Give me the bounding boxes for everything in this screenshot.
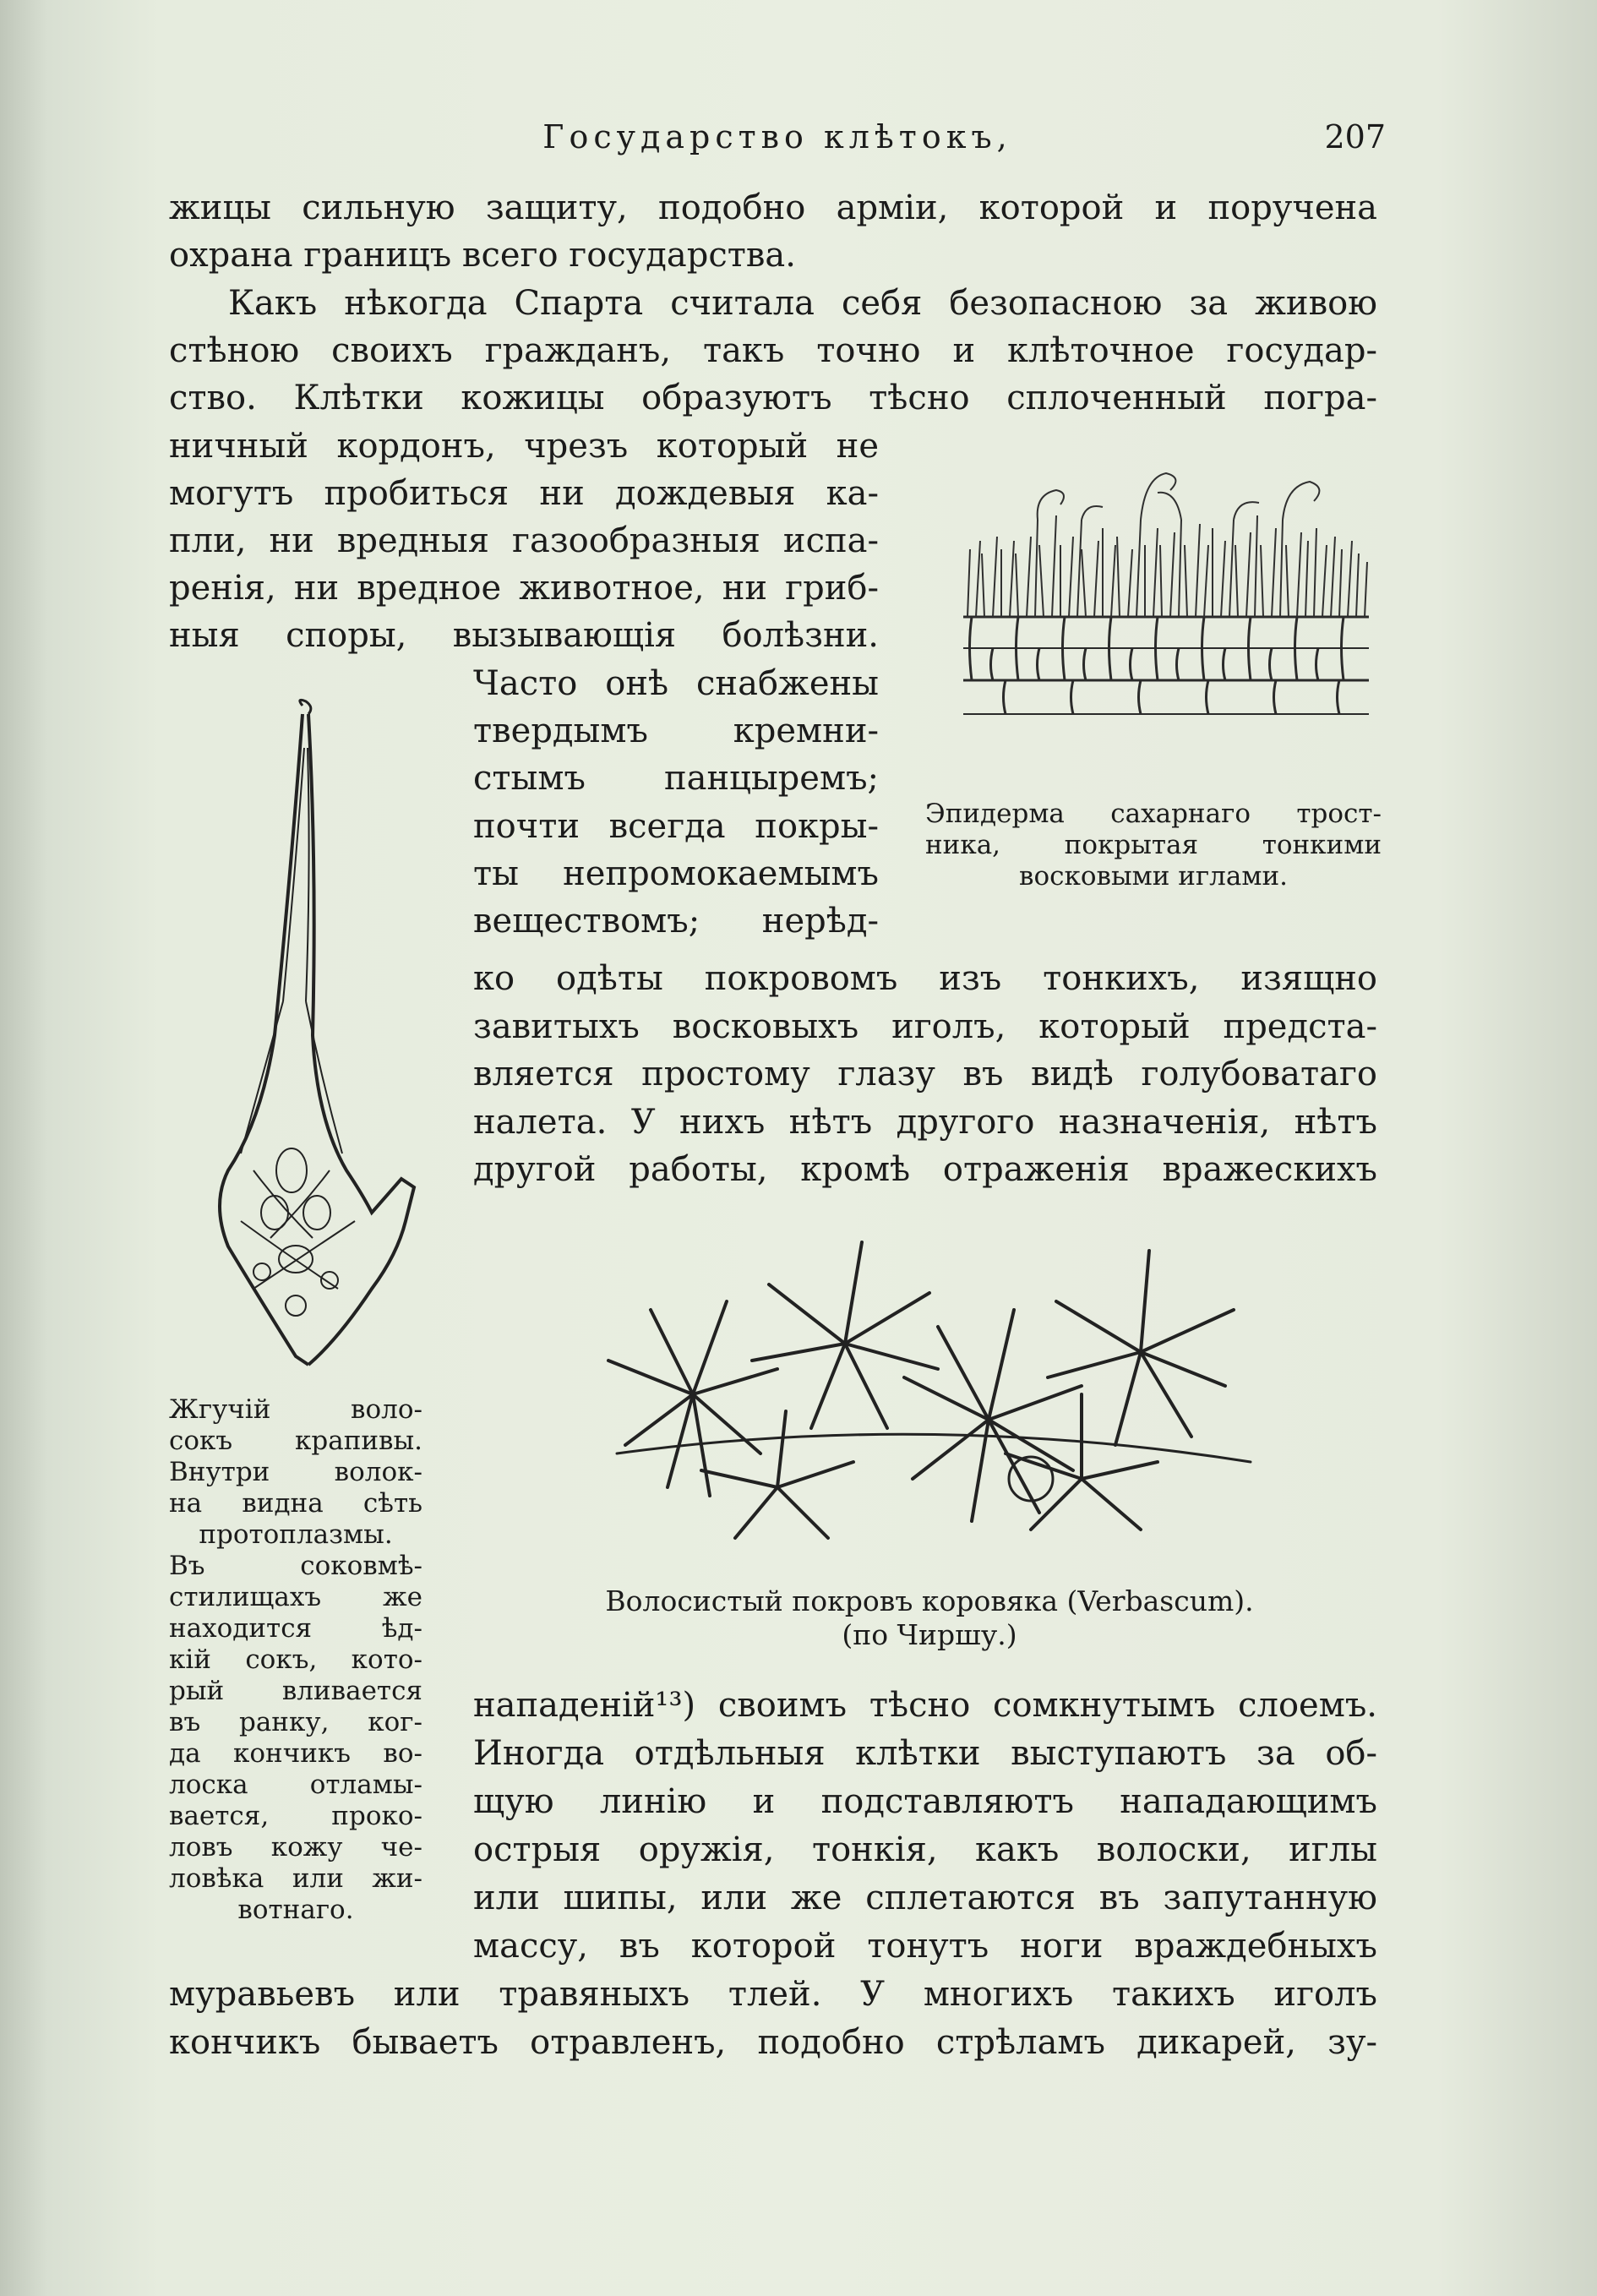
text-line: ныя споры, вызывающія болѣзни. xyxy=(169,616,879,655)
text-line: пли, ни вредныя газообразныя испа- xyxy=(169,521,879,560)
text-line: муравьевъ или травяныхъ тлей. У многихъ такихъ иголъ xyxy=(169,1975,1377,2014)
text-line: налета. У нихъ нѣтъ другого назначенія, нѣтъ xyxy=(473,1103,1377,1142)
text-line: нападеній¹³) своимъ тѣсно сомкнутымъ слоемъ. xyxy=(473,1686,1377,1725)
page-number: 207 xyxy=(1324,118,1386,155)
text-line: ты непромокаемымъ xyxy=(473,854,879,893)
text-line: стымъ панцыремъ; xyxy=(473,759,879,798)
caption-line: рый вливается xyxy=(169,1676,422,1706)
nettle-hair-illustration xyxy=(203,697,422,1373)
text-line: твердымъ кремни- xyxy=(473,712,879,750)
text-line: Иногда отдѣльныя клѣтки выступаютъ за об- xyxy=(473,1734,1377,1773)
caption-line: протоплазмы. xyxy=(199,1519,393,1550)
text-line: могутъ пробиться ни дождевыя ка- xyxy=(169,474,879,513)
text-line: другой работы, кромѣ отраженія вражескихъ xyxy=(473,1150,1377,1189)
caption-line: ловѣка или жи- xyxy=(169,1863,422,1894)
caption-line: кій сокъ, кото- xyxy=(169,1644,422,1675)
caption-line: сокъ крапивы. xyxy=(169,1426,422,1456)
caption-line: да кончикъ во- xyxy=(169,1738,422,1769)
text-line: ко одѣты покровомъ изъ тонкихъ, изящно xyxy=(473,959,1377,998)
text-line: ничный кордонъ, чрезъ который не xyxy=(169,427,879,466)
text-line: острыя оружія, тонкія, какъ волоски, иглы xyxy=(473,1830,1377,1869)
text-line: кончикъ бываетъ отравленъ, подобно стрѣламъ дикарей, зу- xyxy=(169,2023,1377,2062)
caption-line: ника, покрытая тонкими xyxy=(925,830,1382,860)
caption-line: Эпидерма сахарнаго трост- xyxy=(925,799,1382,829)
text-line: ренія, ни вредное животное, ни гриб- xyxy=(169,569,879,608)
caption-line: лоска отламы- xyxy=(169,1770,422,1800)
running-title: Государство клѣтокъ, xyxy=(542,118,1012,155)
text-line: или шипы, или же сплетаются въ запутанную xyxy=(473,1879,1377,1917)
caption-line: въ ранку, ког- xyxy=(169,1707,422,1737)
text-line: почти всегда покры- xyxy=(473,807,879,846)
text-line: стѣною своихъ гражданъ, такъ точно и клѣточное государ- xyxy=(169,331,1377,370)
caption-line: восковыми иглами. xyxy=(1019,861,1288,892)
caption-line: на видна сѣть xyxy=(169,1488,422,1519)
text-line: массу, въ которой тонутъ ноги враждебныхъ xyxy=(473,1927,1377,1966)
text-line: Какъ нѣкогда Спарта считала себя безопасною за живою xyxy=(228,284,1377,323)
text-line: веществомъ; нерѣд- xyxy=(473,902,879,941)
nettle-caption xyxy=(169,1394,422,1926)
text-line: Часто онѣ снабжены xyxy=(473,664,879,703)
sugarcane-epidermis-illustration xyxy=(955,469,1377,773)
caption-line: ловъ кожу че- xyxy=(169,1832,422,1862)
caption-line: (по Чиршу.) xyxy=(842,1618,1017,1651)
text-line: охрана границъ всего государства. xyxy=(169,236,796,275)
text-line: ство. Клѣтки кожицы образуютъ тѣсно сплоченный погра- xyxy=(169,379,1377,417)
caption-line: Внутри волок- xyxy=(169,1457,422,1487)
caption-line: находится ѣд- xyxy=(169,1613,422,1644)
caption-line: Волосистый покровъ коровяка (Verbascum). xyxy=(605,1584,1254,1617)
sugarcane-caption xyxy=(925,799,1382,892)
caption-line: Жгучій воло- xyxy=(169,1394,422,1425)
caption-line: вотнаго. xyxy=(237,1895,354,1925)
caption-line: стилищахъ же xyxy=(169,1582,422,1612)
text-line: вляется простому глазу въ видѣ голубоватаго xyxy=(473,1055,1377,1093)
text-line: жицы сильную защиту, подобно арміи, которой и поручена xyxy=(169,188,1377,227)
caption-line: вается, проко- xyxy=(169,1801,422,1831)
text-line: завитыхъ восковыхъ иголъ, который предста- xyxy=(473,1007,1377,1046)
verbascum-hairs-illustration xyxy=(591,1225,1267,1546)
text-line: щую линію и подставляютъ нападающимъ xyxy=(473,1782,1377,1821)
page-header xyxy=(169,118,1386,161)
caption-line: Въ соковмѣ- xyxy=(169,1551,422,1581)
verbascum-caption xyxy=(541,1584,1318,1652)
